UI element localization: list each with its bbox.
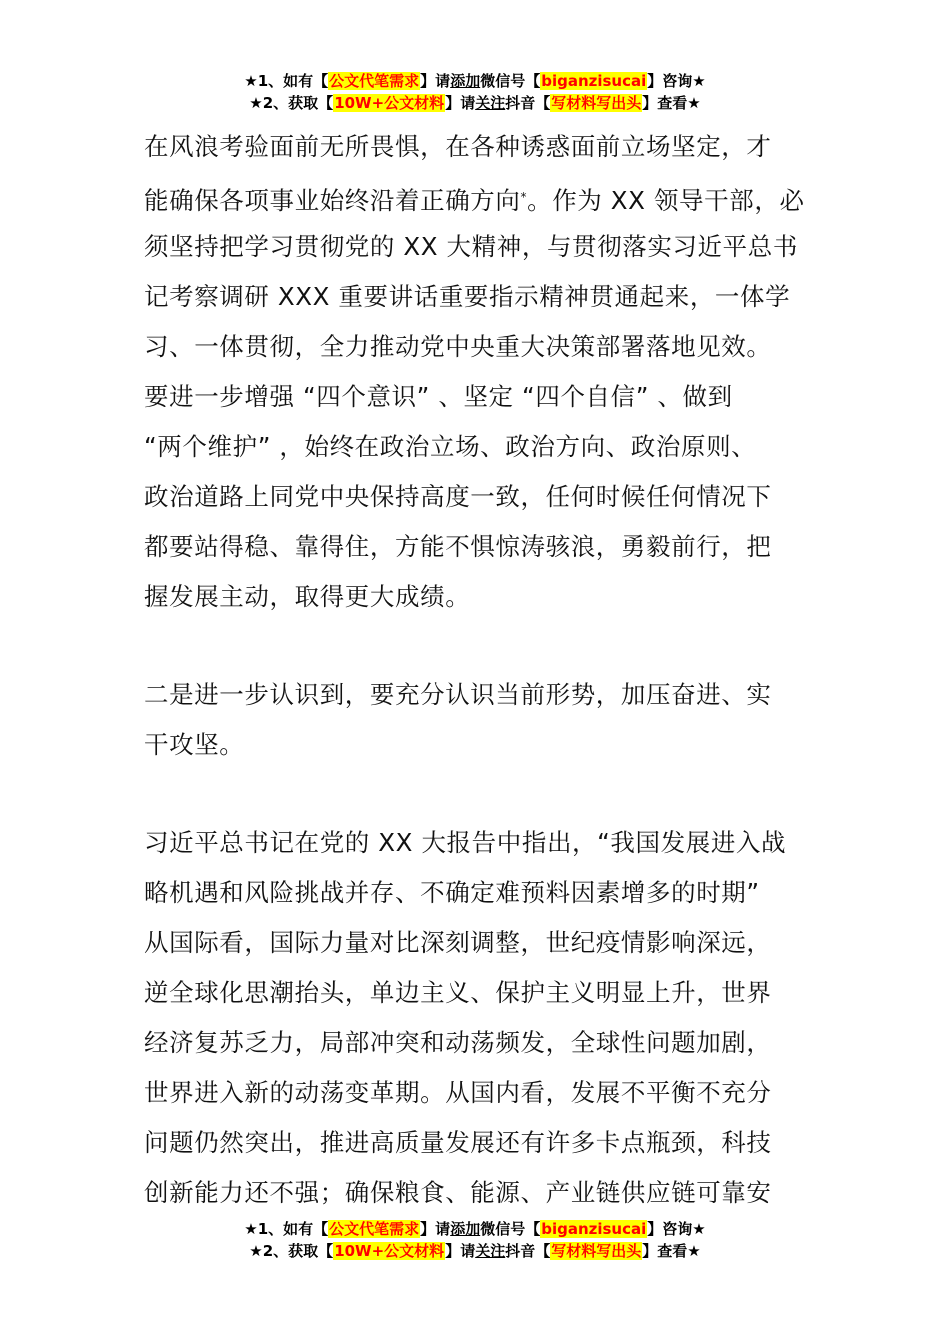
text-segment: 。作为 XX 领导干部，必 xyxy=(527,186,805,215)
text-line: 干攻坚。 xyxy=(144,730,245,759)
banner-underlined: 添加 xyxy=(450,72,481,90)
text-line: 从国际看，国际力量对比深刻调整，世纪疫情影响深远， xyxy=(144,928,772,957)
text-line: 记考察调研 XXX 重要讲话重要指示精神贯通起来，一体学 xyxy=(144,282,791,311)
banner-text: 】咨询★ xyxy=(647,72,706,90)
banner-text: 微信号【 xyxy=(480,1220,541,1238)
text-line: “两个维护” ，始终在政治立场、政治方向、政治原则、 xyxy=(144,432,757,461)
banner-text: ★2、获取【 xyxy=(249,1242,334,1260)
banner-text: 微信号【 xyxy=(480,72,541,90)
banner-underlined: 添加 xyxy=(450,1220,481,1238)
paragraph-gap xyxy=(144,622,814,670)
banner-douyin-name: 写材料写出头 xyxy=(551,94,642,112)
text-line: 须坚持把学习贯彻党的 XX 大精神，与贯彻落实习近平总书 xyxy=(144,232,798,261)
banner-wechat-id: biganzisucai xyxy=(541,72,647,90)
text-segment: 能确保各项事业始终沿着正确方向 xyxy=(144,186,521,215)
text-line: 二是进一步认识到，要充分认识当前形势，加压奋进、实 xyxy=(144,680,772,709)
text-line: 习近平总书记在党的 XX 大报告中指出，“我国发展进入战 xyxy=(144,828,787,857)
banner-underlined: 关注 xyxy=(475,1242,506,1260)
banner-text: ★1、如有【 xyxy=(244,1220,329,1238)
banner-text: 】请 xyxy=(445,1242,476,1260)
text-line: 都要站得稳、靠得住，方能不惧惊涛骇浪，勇毅前行，把 xyxy=(144,532,772,561)
text-line: 要进一步增强 “四个意识” 、坚定 “四个自信” 、做到 xyxy=(144,382,733,411)
banner-text: 抖音【 xyxy=(505,1242,551,1260)
footnote-mark: * xyxy=(520,190,528,204)
paragraph-2 xyxy=(144,670,814,770)
text-line: 问题仍然突出，推进高质量发展还有许多卡点瓶颈，科技 xyxy=(144,1128,772,1157)
banner-line-2 xyxy=(0,92,950,114)
banner-text: 】查看★ xyxy=(642,1242,701,1260)
banner-highlight: 10W+公文材料 xyxy=(334,1242,445,1260)
text-line: 逆全球化思潮抬头，单边主义、保护主义明显上升，世界 xyxy=(144,978,772,1007)
text-line xyxy=(144,172,814,222)
banner-text: ★1、如有【 xyxy=(244,72,329,90)
banner-line-1 xyxy=(0,70,950,92)
banner-text: 】查看★ xyxy=(642,94,701,112)
header-banner xyxy=(0,70,950,114)
banner-highlight: 公文代笔需求 xyxy=(329,72,420,90)
text-line: 略机遇和风险挑战并存、不确定难预料因素增多的时期” xyxy=(144,878,760,907)
text-line: 习、一体贯彻，全力推动党中央重大决策部署落地见效。 xyxy=(144,332,772,361)
banner-douyin-name: 写材料写出头 xyxy=(551,1242,642,1260)
banner-line-1 xyxy=(0,1218,950,1240)
banner-text: ★2、获取【 xyxy=(249,94,334,112)
banner-text: 】咨询★ xyxy=(647,1220,706,1238)
banner-text: 】请 xyxy=(445,94,476,112)
text-line: 握发展主动，取得更大成绩。 xyxy=(144,582,471,611)
banner-text: 】请 xyxy=(420,1220,451,1238)
text-line: 世界进入新的动荡变革期。从国内看，发展不平衡不充分 xyxy=(144,1078,772,1107)
text-line: 创新能力还不强；确保粮食、能源、产业链供应链可靠安 xyxy=(144,1178,772,1207)
text-line: 在风浪考验面前无所畏惧，在各种诱惑面前立场坚定，才 xyxy=(144,132,772,161)
document-body xyxy=(144,122,814,1218)
banner-text: 】请 xyxy=(420,72,451,90)
banner-highlight: 10W+公文材料 xyxy=(334,94,445,112)
banner-highlight: 公文代笔需求 xyxy=(329,1220,420,1238)
text-line: 政治道路上同党中央保持高度一致，任何时候任何情况下 xyxy=(144,482,772,511)
banner-underlined: 关注 xyxy=(475,94,506,112)
footer-banner xyxy=(0,1218,950,1262)
banner-line-2 xyxy=(0,1240,950,1262)
paragraph-1 xyxy=(144,122,814,622)
text-line: 经济复苏乏力，局部冲突和动荡频发，全球性问题加剧， xyxy=(144,1028,772,1057)
paragraph-gap xyxy=(144,770,814,818)
banner-text: 抖音【 xyxy=(505,94,551,112)
banner-wechat-id: biganzisucai xyxy=(541,1220,647,1238)
paragraph-3 xyxy=(144,818,814,1218)
